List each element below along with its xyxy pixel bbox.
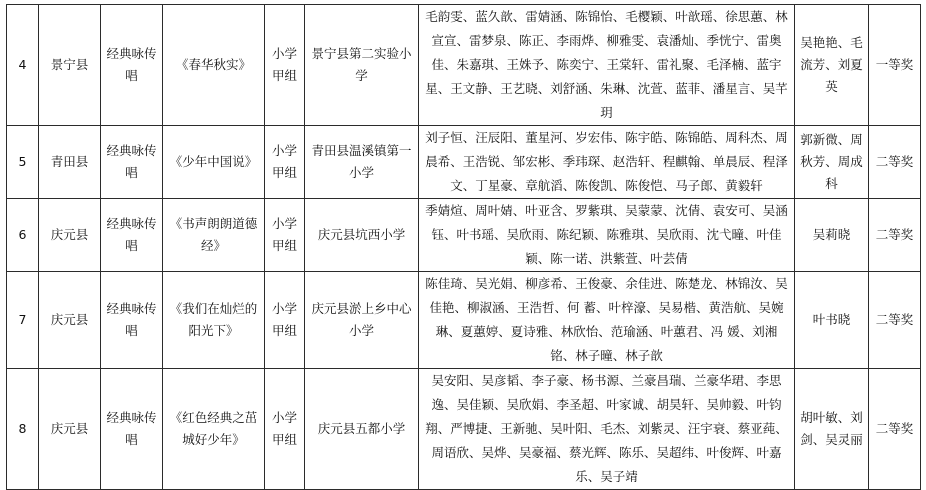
category-cell: 经典咏传唱 (101, 126, 163, 199)
students-cell: 陈佳琦、吴光娟、柳彦希、王俊豪、余佳进、陈楚龙、林锦汝、吴佳艳、柳淑涵、王浩哲、何 蓄、叶梓濠、吴易楷、黄浩航、吴婉琳、夏蕙婷、夏诗雅、林欣怡、范瑜涵、叶蕙君、冯 媛、刘湘铭、林子曈、林子歆 (419, 272, 795, 369)
award-cell: 一等奖 (869, 5, 921, 126)
school-cell: 景宁县第二实验小学 (305, 5, 419, 126)
group-cell: 小学甲组 (265, 5, 305, 126)
table-row (7, 126, 921, 199)
award-cell: 二等奖 (869, 369, 921, 490)
teachers-cell: 吴艳艳、毛流芳、刘夏英 (795, 5, 869, 126)
group-cell: 小学甲组 (265, 369, 305, 490)
category-cell: 经典咏传唱 (101, 369, 163, 490)
award-cell: 二等奖 (869, 272, 921, 369)
teachers-cell: 叶书晓 (795, 272, 869, 369)
row-number: 7 (7, 272, 39, 369)
work-title-cell: 《春华秋实》 (163, 5, 265, 126)
group-cell: 小学甲组 (265, 199, 305, 272)
teachers-cell: 胡叶敏、刘剑、吴灵丽 (795, 369, 869, 490)
county-cell: 庆元县 (39, 369, 101, 490)
category-cell: 经典咏传唱 (101, 199, 163, 272)
county-cell: 庆元县 (39, 272, 101, 369)
students-cell: 毛韵雯、蓝久歆、雷婧涵、陈锦怡、毛樱颖、叶歆瑶、徐思蕙、林宣宣、雷梦泉、陈正、李雨烨、柳雅雯、袁潘灿、季恍宁、雷奥佳、朱嘉琪、王姝予、陈奕宁、王棠轩、雷礼聚、毛泽楠、蓝宇星、王文静、王艺晓、刘舒涵、朱琳、沈萱、蓝菲、潘星言、吴芊玥 (419, 5, 795, 126)
row-number: 4 (7, 5, 39, 126)
students-cell: 季婧煊、周叶婧、叶亚含、罗紫琪、吴蒙蒙、沈倩、袁安可、吴涵钰、叶书瑶、吴欣雨、陈纪颖、陈雅琪、吴欣雨、沈弋曈、叶佳颖、陈一诺、洪紫萱、叶芸倩 (419, 199, 795, 272)
row-number: 8 (7, 369, 39, 490)
category-cell: 经典咏传唱 (101, 5, 163, 126)
row-number: 5 (7, 126, 39, 199)
school-cell: 青田县温溪镇第一小学 (305, 126, 419, 199)
awards-table (6, 4, 921, 490)
students-cell: 吴安阳、吴彦韬、李子豪、杨书源、兰豪昌瑞、兰豪华珺、李思逸、吴佳颖、吴欣娟、李圣超、叶家诚、胡昊轩、吴帅毅、叶钧翔、严博捷、王新驰、吴叶阳、毛杰、刘紫灵、汪宇衰、蔡亚莼、周语欣、吴烨、吴豪福、蔡光辉、陈乐、吴超纬、叶俊辉、叶嘉乐、吴子靖 (419, 369, 795, 490)
teachers-cell: 郭新微、周秋芳、周成科 (795, 126, 869, 199)
school-cell: 庆元县坑西小学 (305, 199, 419, 272)
school-cell: 庆元县淤上乡中心小学 (305, 272, 419, 369)
award-cell: 二等奖 (869, 126, 921, 199)
county-cell: 青田县 (39, 126, 101, 199)
school-cell: 庆元县五都小学 (305, 369, 419, 490)
work-title-cell: 《少年中国说》 (163, 126, 265, 199)
row-number: 6 (7, 199, 39, 272)
teachers-cell: 吴莉晓 (795, 199, 869, 272)
table-row (7, 272, 921, 369)
group-cell: 小学甲组 (265, 272, 305, 369)
work-title-cell: 《书声朗朗道德经》 (163, 199, 265, 272)
table-row (7, 369, 921, 490)
county-cell: 庆元县 (39, 199, 101, 272)
award-cell: 二等奖 (869, 199, 921, 272)
group-cell: 小学甲组 (265, 126, 305, 199)
county-cell: 景宁县 (39, 5, 101, 126)
work-title-cell: 《我们在灿烂的阳光下》 (163, 272, 265, 369)
category-cell: 经典咏传唱 (101, 272, 163, 369)
table-row (7, 5, 921, 126)
work-title-cell: 《红色经典之茁城好少年》 (163, 369, 265, 490)
table-row (7, 199, 921, 272)
students-cell: 刘子恒、汪辰阳、董星河、岁宏伟、陈宇皓、陈锦皓、周科杰、周晨希、王浩锐、邹宏彬、季玮琛、赵浩轩、程麒翰、单晨辰、程泽文、丁星豪、章航滔、陈俊凯、陈俊恺、马子郎、黄毅轩 (419, 126, 795, 199)
